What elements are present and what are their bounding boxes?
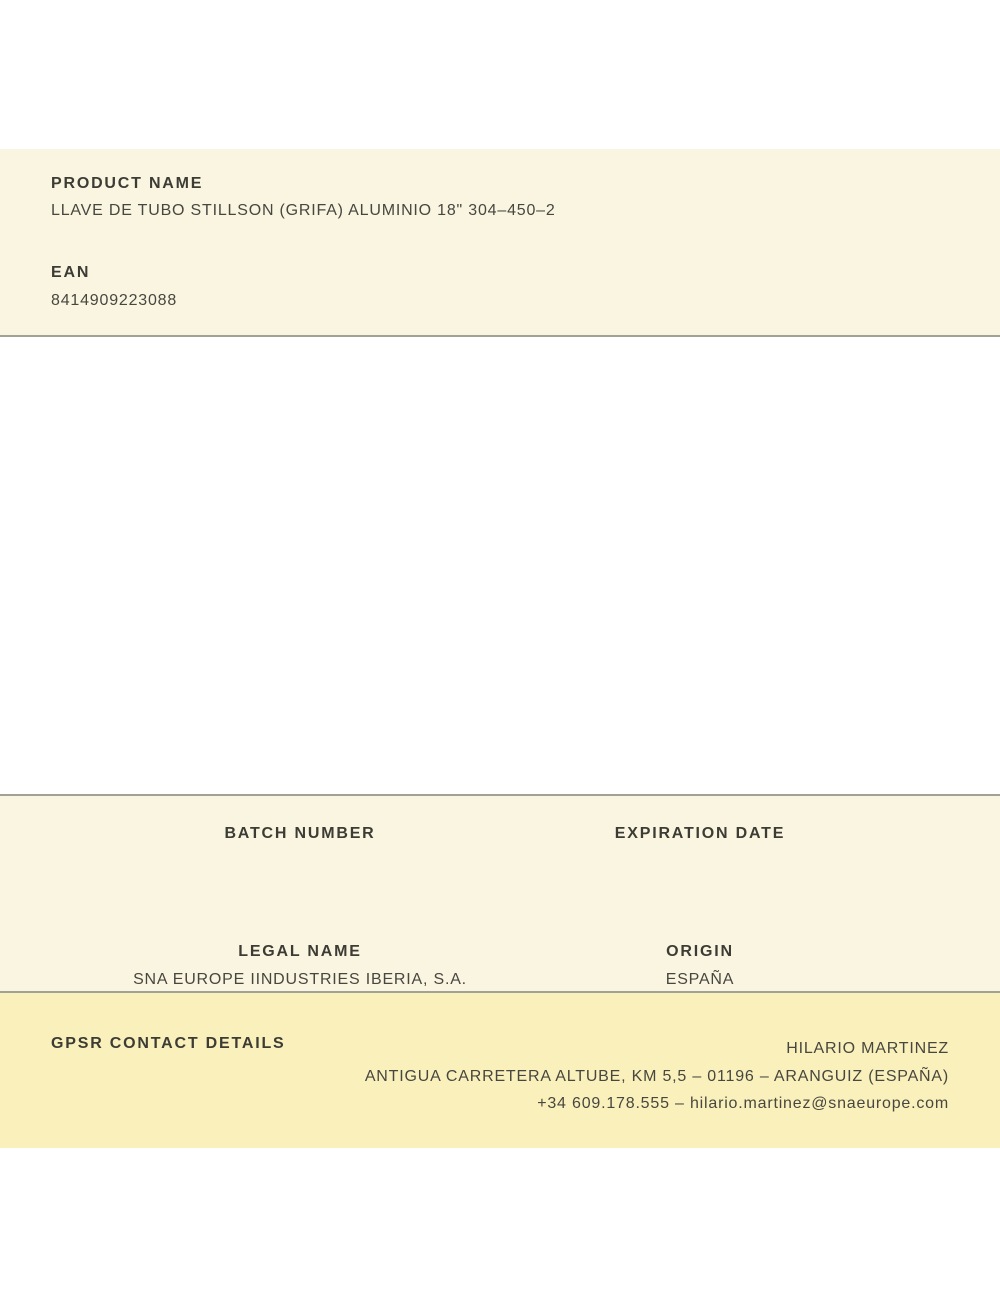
batch-section — [0, 794, 1000, 993]
batch-number-column — [100, 825, 500, 871]
contact-address: ANTIGUA CARRETERA ALTUBE, KM 5,5 – 01196 – ARANGUIZ (ESPAÑA) — [364, 1067, 949, 1085]
gpsr-contact-block — [365, 1035, 949, 1118]
contact-phone-email: +34 609.178.555 – hilario.martinez@snaeurope.com — [537, 1095, 949, 1112]
ean-label: EAN — [51, 264, 91, 281]
legal-name-value: SNA EUROPE IINDUSTRIES IBERIA, S.A. — [133, 971, 467, 988]
legal-origin-row — [100, 943, 900, 989]
batch-header-row — [100, 825, 900, 871]
expiration-date-column — [500, 825, 900, 871]
legal-name-label: LEGAL NAME — [238, 943, 362, 960]
ean-value: 8414909223088 — [51, 292, 178, 309]
origin-label: ORIGIN — [666, 943, 734, 960]
origin-column — [500, 943, 900, 989]
product-name-value: LLAVE DE TUBO STILLSON (GRIFA) ALUMINIO 18" 304–450–2 — [51, 202, 556, 219]
expiration-date-value — [500, 852, 900, 871]
batch-number-value — [100, 852, 500, 871]
gpsr-contact-row — [51, 1035, 949, 1118]
contact-person-name: HILARIO MARTINEZ — [786, 1040, 949, 1057]
gpsr-contact-details-label: GPSR CONTACT DETAILS — [51, 1035, 286, 1052]
batch-number-label: BATCH NUMBER — [224, 825, 376, 842]
origin-value: ESPAÑA — [665, 971, 735, 988]
legal-name-column — [100, 943, 500, 989]
gpsr-contact-section — [0, 993, 1000, 1148]
product-section — [0, 149, 1000, 337]
expiration-date-label: EXPIRATION DATE — [614, 825, 786, 842]
product-name-label: PRODUCT NAME — [51, 175, 204, 192]
